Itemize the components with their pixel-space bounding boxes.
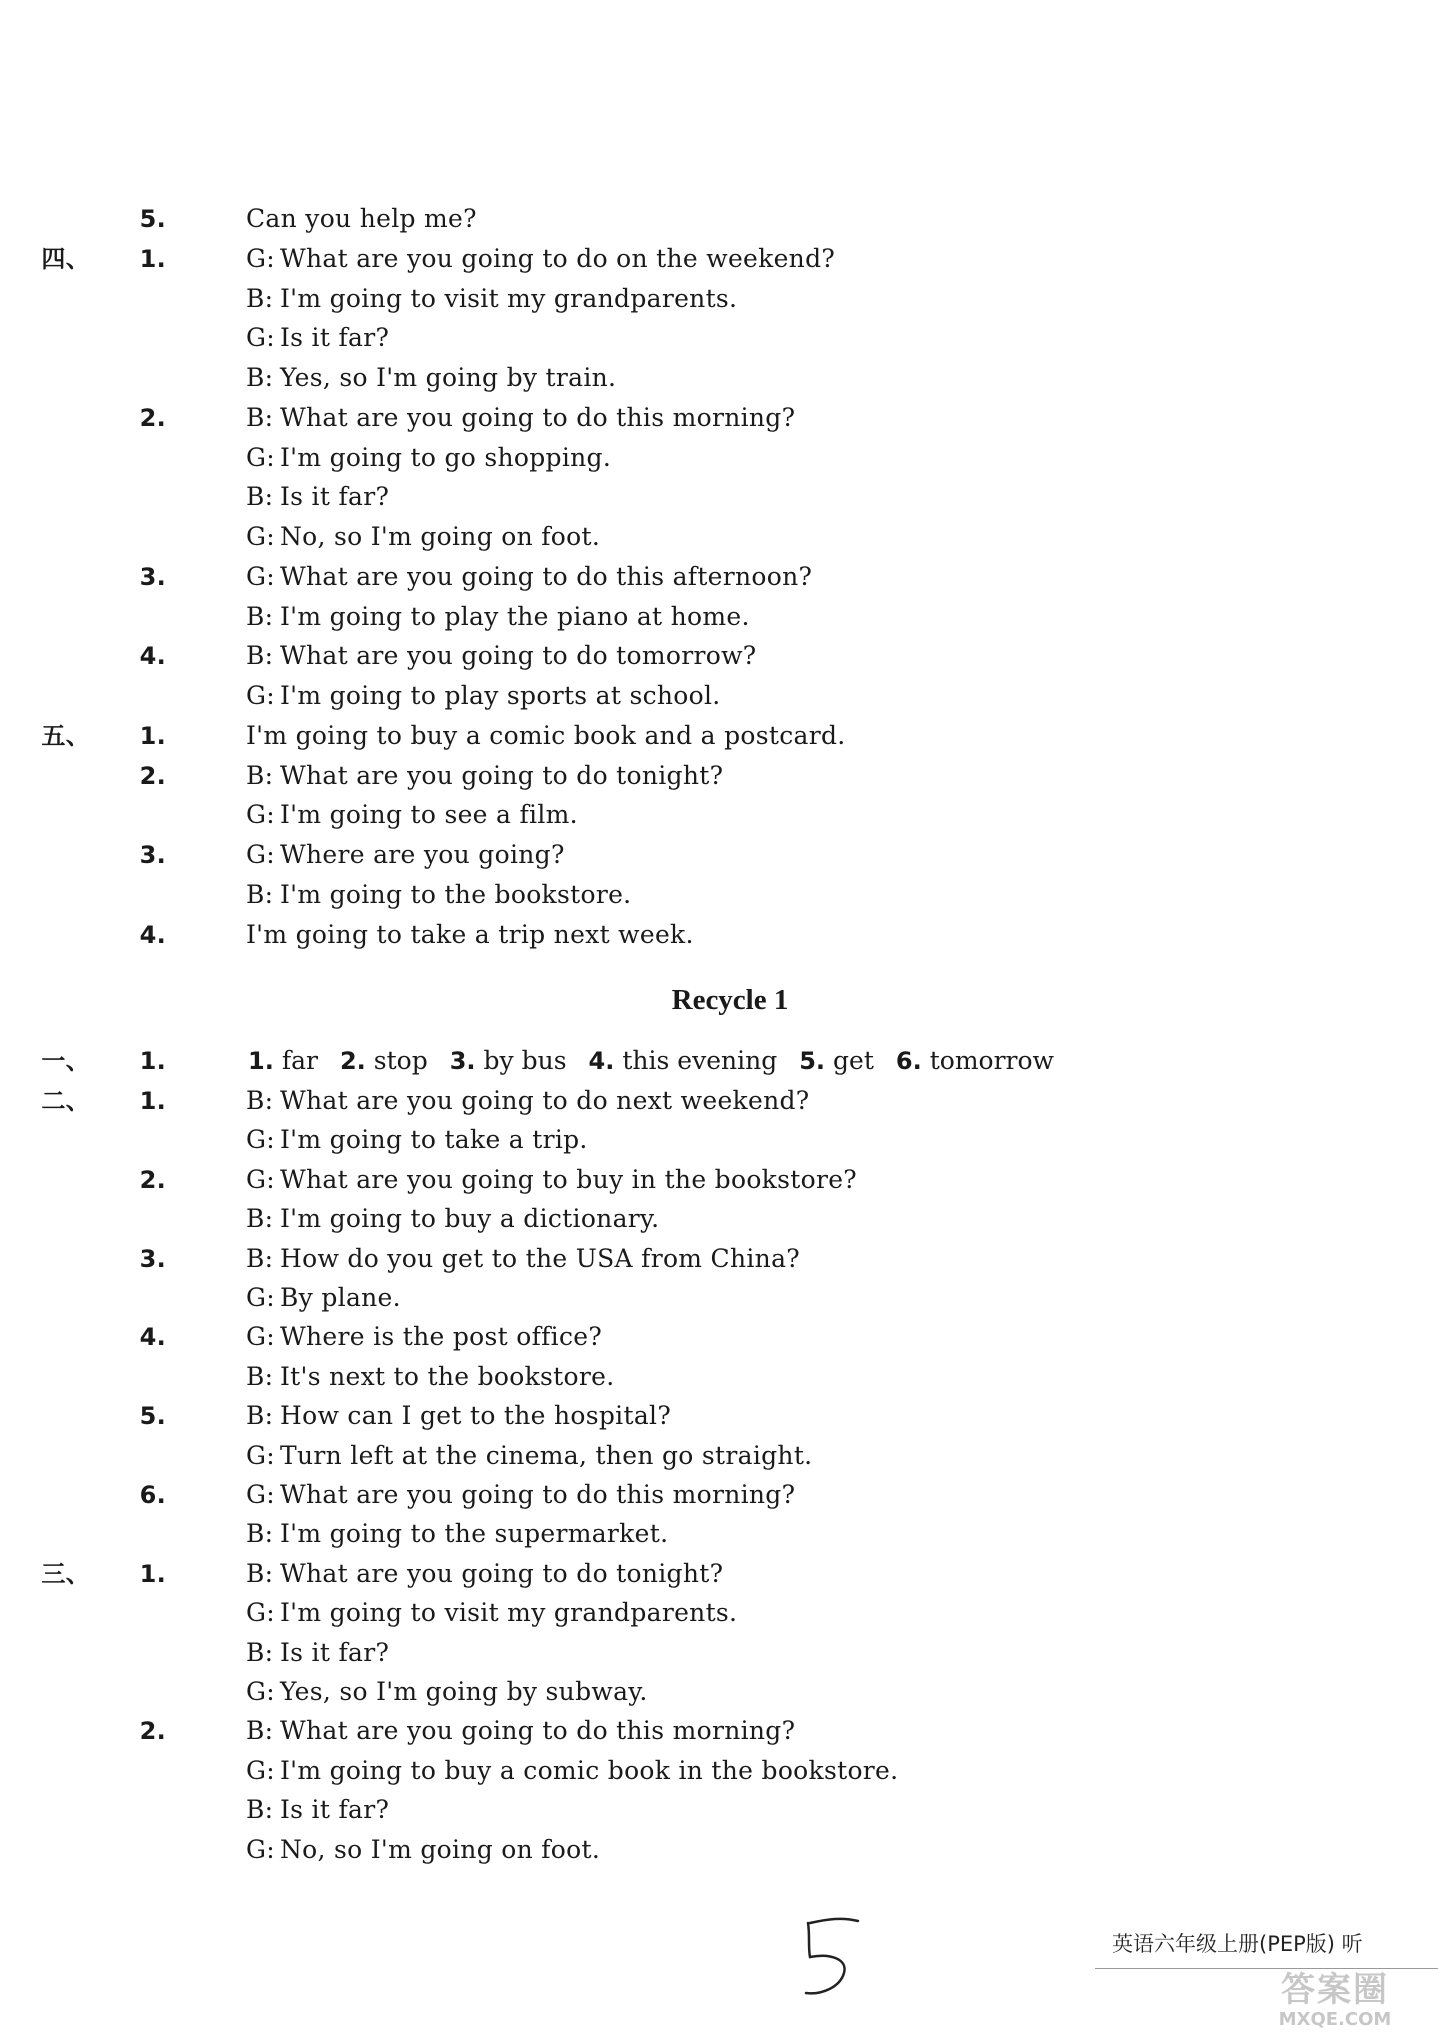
speaker-label: B: [246, 283, 274, 313]
footer-divider [1095, 1968, 1438, 1969]
speaker-label: B: [246, 879, 274, 909]
line-text [246, 1120, 588, 1160]
answer-number: 1. [248, 1047, 274, 1075]
line-text [246, 835, 565, 875]
item-number: 1. [139, 1087, 166, 1115]
watermark-logo [1240, 1970, 1430, 2036]
answer-word: get [833, 1046, 874, 1075]
answer-number: 4. [588, 1047, 615, 1075]
line-text [246, 358, 616, 398]
item-number: 1. [139, 1559, 166, 1588]
line-text [246, 398, 795, 438]
dialogue-text: What are you going to do tonight? [280, 760, 724, 790]
dialogue-text: I'm going to play sports at school. [280, 681, 721, 710]
dialogue-text: What are you going to buy in the bookstore? [280, 1164, 857, 1194]
line-text [246, 1199, 659, 1239]
line-text [246, 517, 600, 557]
speaker-label: G: [246, 1755, 275, 1785]
item-number: 6. [139, 1481, 166, 1509]
dialogue-text: I'm going to visit my grandparents. [280, 283, 738, 313]
section-number: 二、 [41, 1087, 90, 1115]
vocabulary-answers [248, 1041, 1054, 1081]
item-number: 2. [139, 1165, 166, 1194]
speaker-label: G: [246, 1125, 275, 1155]
section-number: 四、 [41, 244, 90, 273]
item-number: 2. [139, 761, 166, 790]
item-number: 2. [139, 1717, 166, 1746]
speaker-label: G: [246, 442, 275, 472]
line-text [246, 676, 721, 716]
item-number: 4. [139, 920, 166, 949]
speaker-label: B: [246, 1716, 274, 1746]
dialogue-text: I'm going to buy a comic book in the bookstore. [280, 1755, 899, 1785]
dialogue-text: What are you going to do this afternoon? [280, 561, 813, 591]
line-text [246, 915, 694, 955]
dialogue-text: I'm going to visit my grandparents. [280, 1598, 738, 1628]
answer-word: by bus [483, 1046, 567, 1075]
speaker-label: B: [246, 760, 274, 790]
item-number: 2. [139, 403, 166, 432]
speaker-label: G: [246, 681, 275, 710]
line-text [246, 597, 750, 637]
speaker-label: G: [246, 1164, 275, 1194]
item-number: 4. [139, 642, 166, 671]
line-text [246, 477, 389, 517]
item-number: 3. [139, 562, 166, 591]
dialogue-text: By plane. [280, 1283, 401, 1312]
speaker-label: G: [246, 1322, 275, 1352]
dialogue-text: I'm going to buy a comic book and a postcard. [246, 720, 846, 750]
dialogue-text: What are you going to do on the weekend? [280, 243, 836, 273]
speaker-label: B: [246, 1637, 274, 1667]
line-text [246, 279, 737, 319]
answer-word: this evening [622, 1046, 778, 1075]
section-number: 一、 [41, 1047, 90, 1075]
speaker-label: B: [246, 1243, 274, 1273]
answer-number: 5. [799, 1047, 826, 1075]
speaker-label: G: [246, 1480, 275, 1509]
line-text [246, 795, 578, 835]
dialogue-text: I'm going to take a trip. [280, 1125, 588, 1155]
answer-number: 2. [339, 1047, 366, 1075]
line-text [246, 557, 812, 597]
dialogue-text: I'm going to the supermarket. [280, 1519, 669, 1549]
speaker-label: B: [246, 1204, 274, 1234]
item-number: 5. [139, 1402, 166, 1431]
line-text [246, 1396, 671, 1436]
dialogue-text: It's next to the bookstore. [280, 1361, 615, 1391]
dialogue-text: I'm going to play the piano at home. [280, 601, 750, 631]
item-number: 1. [139, 1047, 166, 1075]
item-number: 4. [139, 1323, 166, 1352]
answer-word: stop [373, 1046, 428, 1075]
speaker-label: G: [246, 840, 275, 869]
line-text [246, 239, 835, 279]
item-number: 1. [139, 244, 166, 273]
line-text [246, 1751, 898, 1791]
dialogue-text: Can you help me? [246, 204, 477, 233]
dialogue-text: I'm going to go shopping. [280, 442, 612, 472]
dialogue-text: Yes, so I'm going by train. [280, 363, 617, 392]
speaker-label: G: [246, 522, 275, 551]
line-text [246, 1278, 401, 1318]
section-heading: Recycle 1 [671, 984, 789, 1016]
dialogue-text: Turn left at the cinema, then go straight. [280, 1440, 813, 1470]
line-text [246, 1672, 648, 1712]
item-number: 5. [139, 205, 166, 233]
speaker-label: B: [246, 1558, 274, 1588]
speaker-label: G: [246, 561, 275, 591]
dialogue-text: Where are you going? [280, 840, 565, 869]
answer-word: far [281, 1046, 318, 1075]
line-text [246, 318, 389, 358]
line-text [246, 1475, 795, 1515]
dialogue-text: No, so I'm going on foot. [280, 522, 601, 551]
section-number: 五、 [41, 721, 90, 750]
section-number: 三、 [41, 1559, 90, 1588]
dialogue-text: Is it far? [280, 482, 390, 512]
speaker-label: G: [246, 1283, 275, 1312]
dialogue-text: I'm going to buy a dictionary. [280, 1204, 660, 1234]
speaker-label: B: [246, 1361, 274, 1391]
speaker-label: B: [246, 601, 274, 631]
speaker-label: G: [246, 1440, 275, 1470]
dialogue-text: Is it far? [280, 1795, 390, 1825]
dialogue-text: Is it far? [280, 1637, 390, 1667]
line-text [246, 1554, 723, 1594]
handwritten-mark [800, 1915, 880, 2005]
line-text [246, 1830, 600, 1870]
dialogue-text: What are you going to do this morning? [280, 402, 796, 432]
speaker-label: G: [246, 243, 275, 273]
dialogue-text: What are you going to do tomorrow? [280, 641, 757, 671]
line-text [246, 1239, 800, 1279]
line-text [246, 199, 477, 239]
line-text [246, 1633, 389, 1673]
line-text [246, 1593, 737, 1633]
dialogue-text: What are you going to do tonight? [280, 1558, 724, 1588]
line-text [246, 1436, 812, 1476]
line-text [246, 756, 723, 796]
speaker-label: G: [246, 1598, 275, 1628]
speaker-label: B: [246, 1795, 274, 1825]
speaker-label: B: [246, 1086, 274, 1115]
dialogue-text: What are you going to do this morning? [280, 1480, 796, 1509]
watermark-url: MXQE.COM [1278, 2009, 1392, 2030]
item-number: 3. [139, 1244, 166, 1273]
speaker-label: B: [246, 482, 274, 512]
line-text [246, 1790, 389, 1830]
speaker-label: G: [246, 1834, 275, 1864]
line-text [246, 1317, 602, 1357]
line-text [246, 875, 631, 915]
dialogue-text: Yes, so I'm going by subway. [280, 1677, 648, 1706]
line-text [246, 1160, 857, 1200]
page-footer: 英语六年级上册(PEP版) 听 [1112, 1932, 1363, 1956]
answer-number: 6. [895, 1047, 922, 1075]
item-number: 1. [139, 721, 166, 750]
line-text [246, 1357, 614, 1397]
dialogue-text: No, so I'm going on foot. [280, 1834, 601, 1864]
line-text [246, 1514, 668, 1554]
answer-word: tomorrow [929, 1046, 1054, 1075]
speaker-label: G: [246, 1677, 275, 1706]
answer-number: 3. [449, 1047, 476, 1075]
line-text [246, 1081, 810, 1121]
speaker-label: B: [246, 641, 274, 671]
speaker-label: B: [246, 402, 274, 432]
dialogue-text: Where is the post office? [280, 1322, 603, 1352]
line-text [246, 636, 756, 676]
speaker-label: B: [246, 363, 274, 392]
dialogue-text: What are you going to do next weekend? [280, 1086, 810, 1115]
dialogue-text: How can I get to the hospital? [280, 1401, 672, 1431]
dialogue-text: How do you get to the USA from China? [280, 1243, 800, 1273]
line-text [246, 1711, 795, 1751]
dialogue-text: I'm going to the bookstore. [280, 879, 632, 909]
speaker-label: G: [246, 800, 275, 830]
dialogue-text: I'm going to take a trip next week. [246, 919, 694, 949]
speaker-label: B: [246, 1401, 274, 1431]
watermark-text: 答案圈 [1281, 1970, 1389, 2010]
item-number: 3. [139, 841, 166, 869]
dialogue-text: Is it far? [280, 323, 390, 353]
dialogue-text: I'm going to see a film. [280, 800, 578, 830]
dialogue-text: What are you going to do this morning? [280, 1716, 796, 1746]
line-text [246, 438, 611, 478]
speaker-label: G: [246, 323, 275, 353]
line-text [246, 716, 846, 756]
speaker-label: B: [246, 1519, 274, 1549]
